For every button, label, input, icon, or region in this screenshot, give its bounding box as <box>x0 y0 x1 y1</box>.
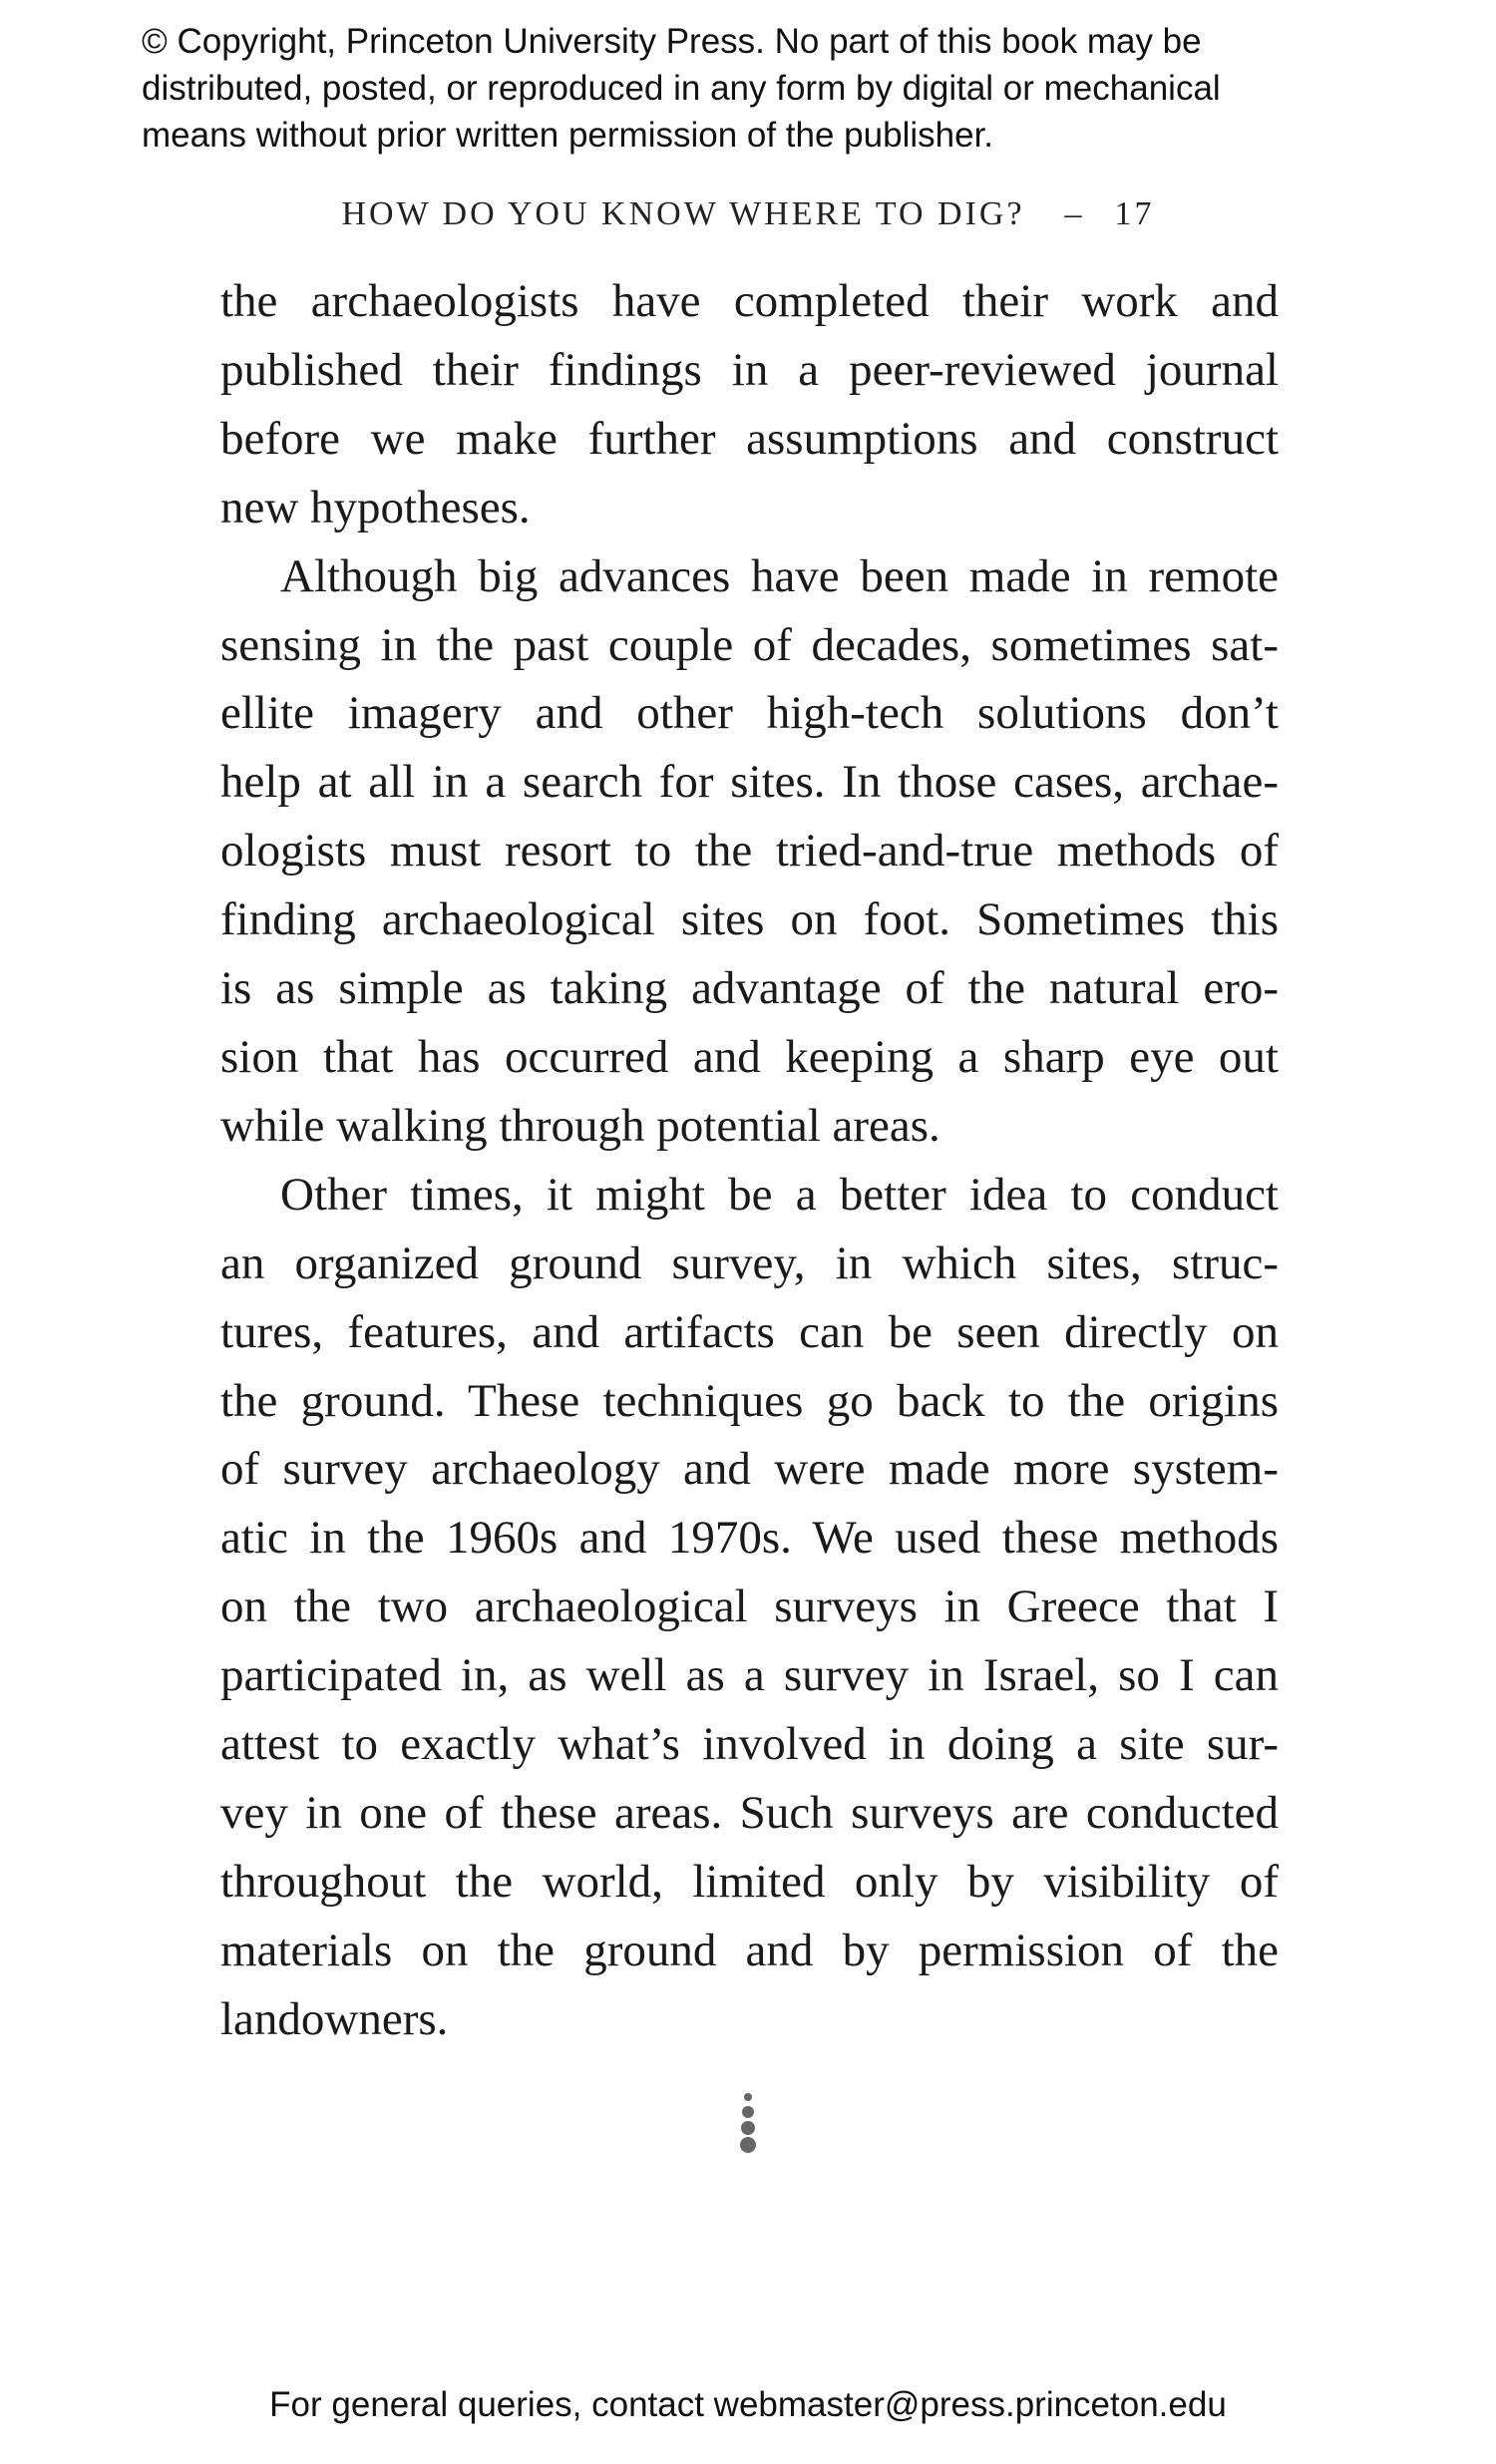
text-line: the ground. These techniques go back to the origins <box>220 1374 1279 1427</box>
text-line: Although big advances have been made in remote <box>280 549 1279 602</box>
text-line: before we make further assumptions and construct <box>220 412 1279 465</box>
more-content-dots-icon <box>738 2089 758 2159</box>
text-line: attest to exactly what’s involved in doing a site sur- <box>220 1718 1279 1771</box>
text-line: is as simple as taking advantage of the natural ero- <box>220 962 1279 1015</box>
text-line: landowners. <box>220 1992 449 2045</box>
copyright-notice <box>142 18 1398 159</box>
text-line: ellite imagery and other high-tech solutions don’t <box>220 687 1279 740</box>
dot <box>740 2137 756 2153</box>
text-line: an organized ground survey, in which sites, struc- <box>220 1236 1279 1289</box>
text-line: finding archaeological sites on foot. Sometimes this <box>220 893 1279 946</box>
text-line: help at all in a search for sites. In those cases, archae- <box>220 756 1279 809</box>
text-line: published their findings in a peer-reviewed journal <box>220 343 1279 396</box>
footer-contact: For general queries, contact webmaster@press.princeton.edu <box>269 2385 1227 2424</box>
dot <box>744 2093 752 2101</box>
page-number: 17 <box>1114 195 1155 232</box>
text-line: materials on the ground and by permission of the <box>220 1924 1279 1976</box>
paragraph <box>220 1161 1279 2054</box>
text-line: of survey archaeology and were made more system- <box>220 1443 1279 1496</box>
text-line: ologists must resort to the tried-and-true methods of <box>220 825 1279 878</box>
text-line: new hypotheses. <box>220 481 531 533</box>
text-line: on the two archaeological surveys in Greece that I <box>220 1581 1279 1633</box>
copyright-line: means without prior written permission of the publisher. <box>142 116 994 155</box>
running-head <box>0 195 1496 233</box>
text-line: atic in the 1960s and 1970s. We used these methods <box>220 1512 1279 1565</box>
text-line: participated in, as well as a survey in Israel, so I can <box>220 1649 1279 1702</box>
copyright-line: © Copyright, Princeton University Press. No part of this book may be <box>142 22 1202 61</box>
body-text <box>220 267 1279 2054</box>
text-line: vey in one of these areas. Such surveys are conducted <box>220 1786 1279 1839</box>
paragraph <box>220 542 1279 1161</box>
running-head-title: HOW DO YOU KNOW WHERE TO DIG? <box>341 195 1025 232</box>
text-line: Other times, it might be a better idea to conduct <box>280 1168 1279 1221</box>
text-line: sensing in the past couple of decades, sometimes sat- <box>220 618 1279 671</box>
text-line: the archaeologists have completed their work and <box>220 275 1279 327</box>
text-line: throughout the world, limited only by visibility of <box>220 1855 1279 1908</box>
running-head-separator: – <box>1064 195 1085 232</box>
copyright-line: distributed, posted, or reproduced in any form by digital or mechanical <box>142 69 1221 108</box>
text-line: sion that has occurred and keeping a sharp eye out <box>220 1030 1279 1083</box>
text-line: tures, features, and artifacts can be seen directly on <box>220 1305 1279 1358</box>
dot <box>741 2121 755 2135</box>
dot <box>742 2106 754 2118</box>
text-line: while walking through potential areas. <box>220 1099 940 1152</box>
paragraph <box>220 267 1279 542</box>
